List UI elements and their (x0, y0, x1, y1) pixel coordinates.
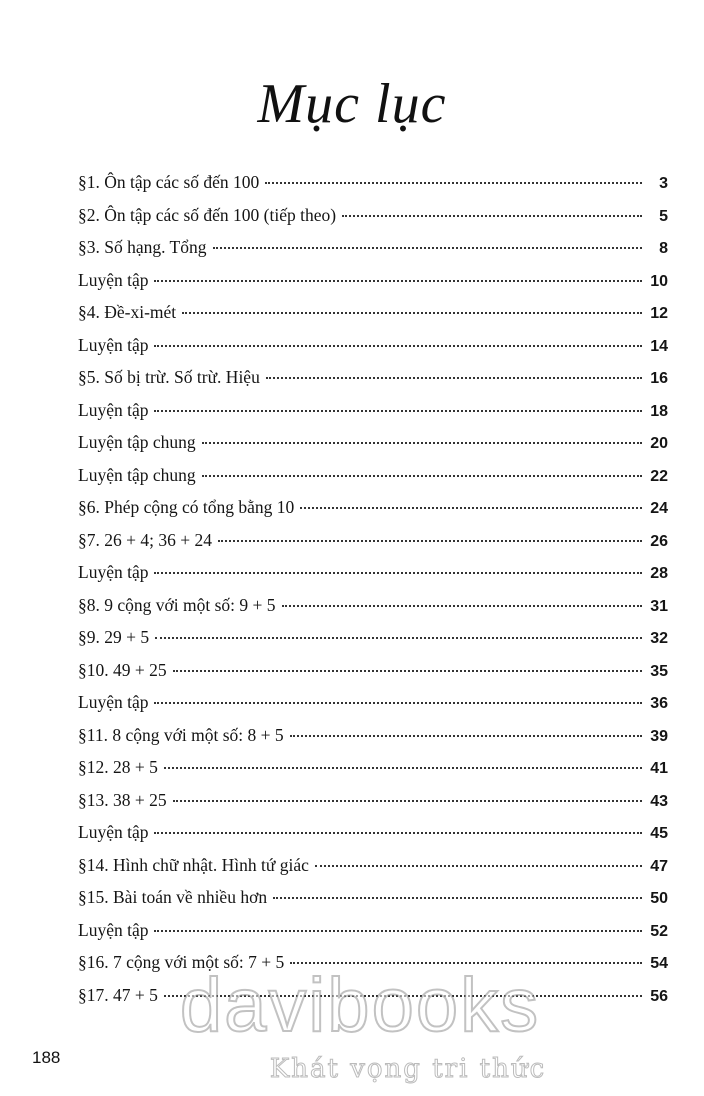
toc-entry-label: §4. Đề-xi-mét (78, 302, 177, 322)
toc-dot-leader (290, 735, 642, 737)
toc-dot-leader (154, 702, 642, 704)
toc-entry-label: §5. Số bị trừ. Số trừ. Hiệu (78, 367, 260, 387)
toc-dot-leader (273, 897, 642, 899)
toc-dot-leader (154, 832, 642, 834)
toc-entry (78, 205, 668, 238)
toc-dot-leader (173, 670, 642, 672)
toc-entry-page: 41 (650, 760, 668, 777)
toc-entry-label: §17. 47 + 5 (78, 984, 158, 1005)
toc-entry (78, 920, 668, 953)
toc-entry-page: 8 (659, 240, 668, 257)
toc-entry (78, 757, 668, 790)
toc-entry (78, 172, 668, 205)
toc-entry-page: 26 (650, 532, 668, 550)
toc-entry-page: 24 (650, 500, 668, 517)
toc-entry-page: 10 (650, 272, 668, 290)
toc-entry-page: 20 (650, 435, 668, 452)
toc-entry-label: §13. 38 + 25 (78, 789, 167, 810)
toc-entry-page: 28 (650, 565, 668, 582)
toc-entry-page: 12 (650, 305, 668, 322)
toc-entry-label: §12. 28 + 5 (78, 757, 158, 777)
toc-entry-page: 50 (650, 890, 668, 907)
toc-entry-page: 36 (650, 695, 668, 712)
toc-entry-page: 32 (650, 630, 668, 647)
toc-entry-page: 18 (650, 402, 668, 420)
toc-entry-label: §14. Hình chữ nhật. Hình tứ giác (78, 854, 309, 875)
toc-entry-label: §8. 9 cộng với một số: 9 + 5 (78, 594, 276, 615)
watermark-tagline: Khát vọng tri thức (269, 1054, 547, 1084)
toc-entry-page: 14 (650, 337, 668, 355)
toc-dot-leader (300, 507, 642, 509)
toc-entry (78, 562, 668, 595)
toc-entry (78, 400, 668, 433)
toc-entry (78, 497, 668, 530)
toc-dot-leader (154, 410, 642, 412)
toc-entry-page: 35 (650, 662, 668, 680)
toc-entry-label: Luyện tập (78, 822, 149, 842)
toc-entry (78, 855, 668, 888)
toc-entry-label: Luyện tập (78, 399, 149, 420)
toc-entry-page: 45 (650, 825, 668, 842)
toc-entry (78, 887, 668, 920)
toc-entry (78, 530, 668, 563)
toc-dot-leader (282, 605, 642, 607)
toc-dot-leader (173, 800, 642, 802)
toc-entry (78, 595, 668, 628)
toc-dot-leader (154, 930, 642, 932)
toc-dot-leader (213, 247, 643, 249)
page-number: 188 (32, 1048, 61, 1067)
toc-entry-page: 16 (650, 370, 668, 387)
toc-entry-label: Luyện tập (78, 919, 149, 940)
toc-entry-label: §15. Bài toán về nhiều hơn (78, 887, 268, 907)
toc-dot-leader (154, 572, 642, 574)
toc-entry-page: 5 (659, 207, 668, 225)
toc-entry (78, 660, 668, 693)
toc-entry-page: 31 (650, 597, 668, 615)
toc-entry-label: Luyện tập chung (78, 432, 196, 452)
toc-entry (78, 692, 668, 725)
toc-entry (78, 725, 668, 758)
toc-entry-label: Luyện tập chung (78, 464, 196, 485)
toc-entry-label: §6. Phép cộng có tổng bằng 10 (78, 497, 295, 517)
toc-dot-leader (266, 377, 642, 379)
toc-entry (78, 432, 668, 465)
table-of-contents (78, 172, 668, 1017)
toc-entry (78, 335, 668, 368)
toc-entry-page: 47 (650, 857, 668, 875)
toc-entry (78, 302, 668, 335)
toc-dot-leader (315, 865, 642, 867)
toc-entry-label: §16. 7 cộng với một số: 7 + 5 (78, 952, 285, 972)
toc-entry-label: Luyện tập (78, 269, 149, 290)
toc-entry-label: §7. 26 + 4; 36 + 24 (78, 529, 212, 550)
toc-entry-label: §11. 8 cộng với một số: 8 + 5 (78, 724, 284, 745)
toc-entry-page: 52 (650, 922, 668, 940)
toc-entry-label: Luyện tập (78, 562, 149, 582)
toc-entry-label: §9. 29 + 5 (78, 627, 150, 647)
toc-entry (78, 790, 668, 823)
toc-entry (78, 367, 668, 400)
toc-entry (78, 822, 668, 855)
toc-entry-label: §2. Ôn tập các số đến 100 (tiếp theo) (78, 204, 337, 225)
toc-dot-leader (202, 475, 642, 477)
toc-entry-page: 39 (650, 727, 668, 745)
toc-entry (78, 465, 668, 498)
toc-entry-label: §10. 49 + 25 (78, 659, 167, 680)
toc-dot-leader (155, 637, 642, 639)
toc-entry (78, 237, 668, 270)
toc-dot-leader (342, 215, 642, 217)
toc-entry-label: §3. Số hạng. Tổng (78, 237, 207, 257)
toc-entry-label: Luyện tập (78, 692, 149, 712)
toc-entry (78, 627, 668, 660)
toc-dot-leader (164, 767, 642, 769)
toc-entry-label: Luyện tập (78, 334, 149, 355)
toc-entry-page: 54 (650, 955, 668, 972)
toc-dot-leader (265, 182, 642, 184)
toc-entry-label: §1. Ôn tập các số đến 100 (78, 172, 260, 192)
toc-dot-leader (154, 280, 642, 282)
toc-dot-leader (154, 345, 642, 347)
page-title: Mục lục (257, 73, 447, 135)
toc-dot-leader (218, 540, 642, 542)
watermark-brand: davibooks (179, 963, 541, 1048)
toc-dot-leader (202, 442, 642, 444)
toc-entry (78, 270, 668, 303)
toc-entry-page: 56 (650, 987, 668, 1005)
toc-dot-leader (182, 312, 642, 314)
toc-entry-page: 3 (659, 175, 668, 192)
toc-entry-page: 22 (650, 467, 668, 485)
toc-entry-page: 43 (650, 792, 668, 810)
